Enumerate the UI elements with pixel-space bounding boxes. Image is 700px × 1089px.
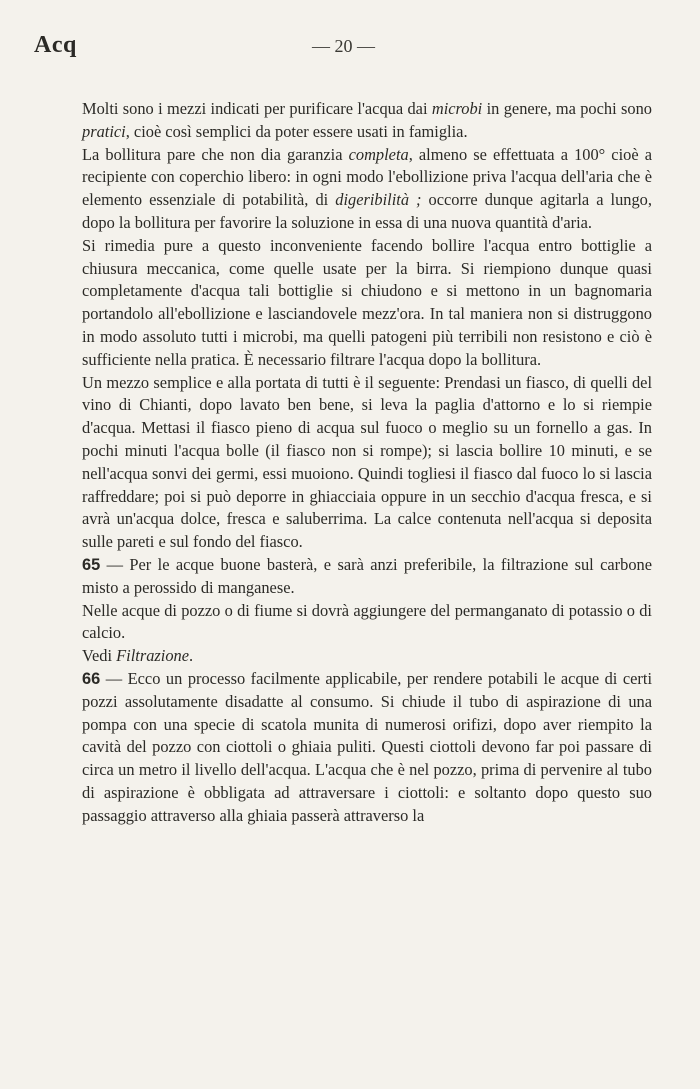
paragraph-vedi xyxy=(82,645,652,668)
text-run: — Per le acque buone basterà, e sarà anzi preferibile, la filtrazione sul carbone misto a perossido di manganese. xyxy=(82,554,652,597)
page-number: — 20 — xyxy=(312,36,375,56)
text-run: , cioè così semplici da poter essere usati in famiglia. xyxy=(125,121,468,141)
paragraph-fiasco: Un mezzo semplice e alla portata di tutti è il seguente: Prendasi un fiasco, di quelli del vino di Chianti, dopo lavato ben bene, si leva la paglia d'attorno e lo si riempie d'acqua. Mettasi il fiasco pieno di acqua sul fuoco o meglio su un fornello a gas. In pochi minuti l'acqua bolle (il fiasco non si rompe); si lascia bollire 10 minuti, e se nell'acqua sonvi dei germi, essi muoiono. Quindi togliesi il fiasco dal fuoco lo si lascia raffreddare; poi si può deporre in ghiacciaia oppure in un secchio d'acqua fresca, e si avrà un'acqua dolce, fresca e saluberrima. La calce contenuta nell'acqua si deposita sulle pareti e sul fondo del fiasco. xyxy=(82,372,652,552)
text-run: , almeno se effettuata a 100° cioè a recipiente con coperchio libero: in ogni modo l'ebollizione priva l'acqua dell'aria che è elemento essenziale di potabilità, di xyxy=(82,144,652,210)
text-run: — Ecco un processo facilmente applicabile, per rendere potabili le acque di certi pozzi assolutamente disadatte al consumo. Si chiude il tubo di aspirazione di una pompa con una specie di scatola munita di numerosi orifizi, dopo aver riempito la cavità del pozzo con ciottoli o ghiaia puliti. Questi ciottoli devono far poi passare di circa un metro il livello dell'acqua. L'acqua che è nel pozzo, prima di pervenire al tubo di aspirazione è obbligata ad attraversare i ciottoli: e soltanto dopo questo suo passaggio attraverso alla ghiaia passerà attraverso la xyxy=(82,668,652,825)
italic-term: pratici xyxy=(82,121,126,141)
paragraph-microbi xyxy=(82,98,652,144)
text-run: Molti sono i mezzi indicati per purificare l'acqua dai xyxy=(82,99,432,118)
section-number: 66 xyxy=(82,669,101,688)
text-run: . xyxy=(189,646,194,666)
paragraph-bottiglie: Si rimedia pure a questo inconveniente facendo bollire l'acqua entro bottiglie a chiusura meccanica, come quelle usate per la birra. Si riempiono dunque quasi completamente d'acqua tali bottiglie si chiudono e si mettono in un bagnomaria portandolo all'ebollizione e lasciandovele mezz'ora. In tal maniera non si distruggono in modo assoluto tutti i microbi, ma quelli patogeni più terribili non resistono e ciò è sufficiente nella pratica. È necessario filtrare l'acqua dopo la bollitura. xyxy=(82,235,652,369)
section-number: 65 xyxy=(82,555,101,574)
paragraph-65 xyxy=(82,554,652,600)
italic-term: microbi xyxy=(431,99,483,118)
text-run: La bollitura pare che non dia garanzia xyxy=(82,144,349,164)
page-header xyxy=(34,28,652,68)
text-run: in genere, ma pochi sono xyxy=(482,99,652,118)
paragraph-bollitura xyxy=(82,144,652,235)
text-run: Vedi xyxy=(82,646,117,666)
paragraph-66 xyxy=(82,668,652,828)
italic-term: Filtrazione xyxy=(116,646,190,666)
body-text xyxy=(82,98,652,828)
text-run: occorre dunque agitarla a lungo, dopo la bollitura per favorire la soluzione in essa di una nuova quantità d'aria. xyxy=(82,190,652,232)
running-head: Acq xyxy=(34,32,77,58)
italic-term: completa xyxy=(348,144,409,164)
paragraph-pozzo: Nelle acque di pozzo o di fiume si dovrà aggiungere del permanganato di potassio o di calcio. xyxy=(82,600,652,643)
italic-term: digeribilità ; xyxy=(335,190,422,210)
